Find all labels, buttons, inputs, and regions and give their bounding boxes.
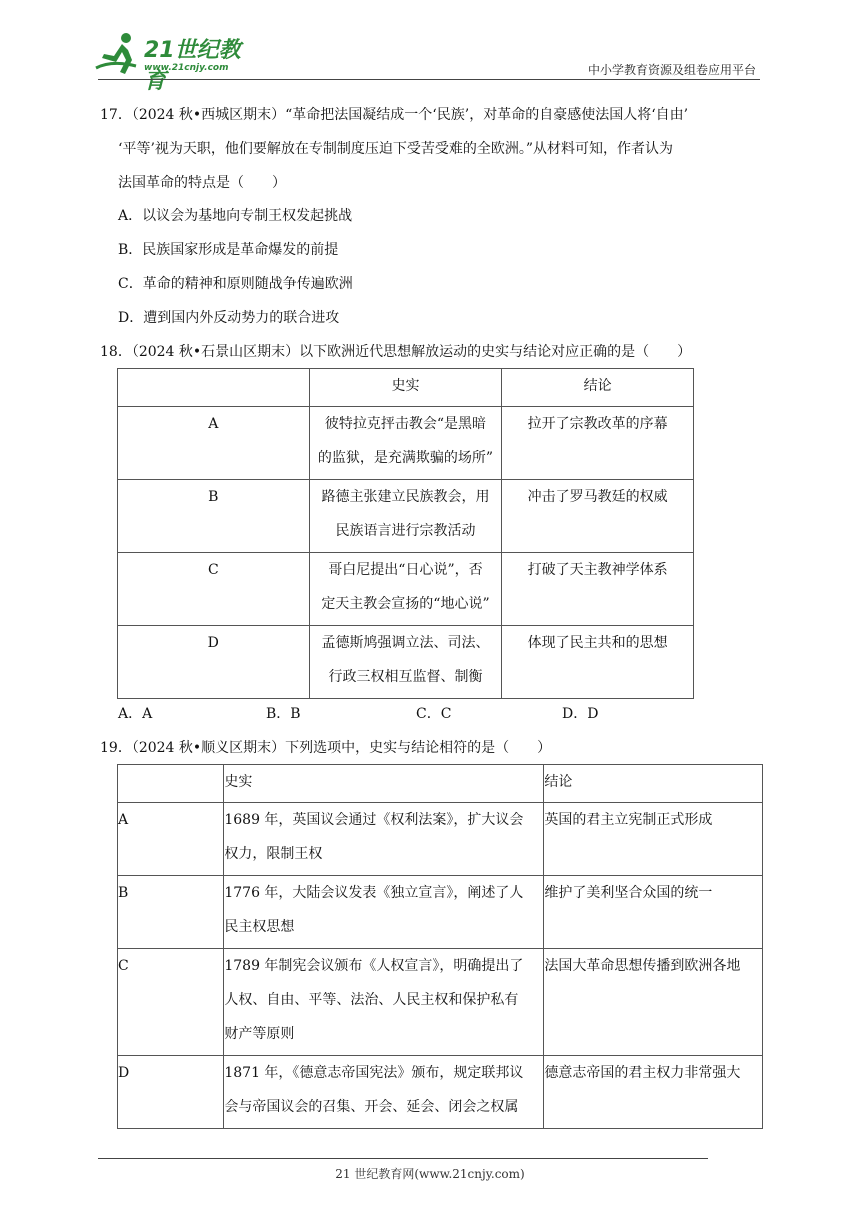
conclusion-cell: 英国的君主立宪制正式形成 bbox=[544, 803, 763, 876]
row-label: B bbox=[118, 480, 310, 553]
fact-line: 会与帝国议会的召集、开会、延会、闭会之权属 bbox=[224, 1099, 519, 1115]
table-row bbox=[118, 949, 763, 1056]
row-label: A bbox=[118, 803, 224, 876]
fact-cell bbox=[309, 553, 502, 626]
fact-cell bbox=[224, 876, 544, 949]
table-header-cell: 史实 bbox=[309, 369, 502, 407]
fact-line: 权力，限制王权 bbox=[224, 846, 323, 862]
table-header-cell bbox=[118, 369, 310, 407]
row-label: D bbox=[118, 1056, 224, 1129]
fact-line: 的监狱，是充满欺骗的场所” bbox=[317, 450, 494, 466]
q17-stem-line-1: 17．（2024 秋•西城区期末）“革命把法国凝结成一个‘民族’，对革命的自豪感使法国人将‘自由’ bbox=[100, 107, 689, 123]
logo-text: 21世纪教育 bbox=[144, 38, 241, 94]
table-header-row bbox=[118, 765, 763, 803]
site-tagline: 中小学教育资源及组卷应用平台 bbox=[587, 63, 756, 77]
q18-option-a[interactable]: A．A bbox=[118, 706, 153, 722]
table-row bbox=[118, 803, 763, 876]
fact-line: 孟德斯鸠强调立法、司法、 bbox=[321, 635, 490, 651]
table-header-cell: 结论 bbox=[502, 369, 694, 407]
row-label: B bbox=[118, 876, 224, 949]
conclusion-cell: 维护了美利坚合众国的统一 bbox=[544, 876, 763, 949]
page-header bbox=[0, 0, 860, 94]
fact-line: 民族语言进行宗教活动 bbox=[335, 523, 476, 539]
fact-line: 行政三权相互监督、制衡 bbox=[328, 669, 483, 685]
table-row bbox=[118, 626, 694, 699]
table-row bbox=[118, 407, 694, 480]
fact-line: 1776 年，大陆会议发表《独立宣言》，阐述了人 bbox=[224, 885, 524, 901]
footer-source: 21 世纪教育网(www.21cnjy.com) bbox=[335, 1167, 525, 1181]
fact-cell bbox=[224, 1056, 544, 1129]
q17-stem-line-3: 法国革命的特点是（ ） bbox=[118, 175, 286, 191]
site-logo bbox=[92, 30, 262, 94]
fact-cell bbox=[309, 480, 502, 553]
fact-cell bbox=[309, 407, 502, 480]
header-divider bbox=[98, 79, 760, 80]
table-header-cell bbox=[118, 765, 224, 803]
q18-option-d[interactable]: D．D bbox=[562, 706, 599, 722]
conclusion-cell: 体现了民主共和的思想 bbox=[502, 626, 694, 699]
q18-stem: 18．（2024 秋•石景山区期末）以下欧洲近代思想解放运动的史实与结论对应正确的是（ ） bbox=[100, 344, 692, 360]
q18-table bbox=[117, 368, 694, 699]
q19-stem: 19．（2024 秋•顺义区期末）下列选项中，史实与结论相符的是（ ） bbox=[100, 740, 552, 756]
table-header-cell: 史实 bbox=[224, 765, 544, 803]
conclusion-cell: 冲击了罗马教廷的权威 bbox=[502, 480, 694, 553]
table-row bbox=[118, 553, 694, 626]
row-label: C bbox=[118, 949, 224, 1056]
footer-divider bbox=[98, 1158, 708, 1159]
conclusion-cell: 拉开了宗教改革的序幕 bbox=[502, 407, 694, 480]
conclusion-cell: 打破了天主教神学体系 bbox=[502, 553, 694, 626]
table-row bbox=[118, 1056, 763, 1129]
table-header-cell: 结论 bbox=[544, 765, 763, 803]
fact-line: 财产等原则 bbox=[224, 1026, 295, 1042]
q17-option-c[interactable]: C．革命的精神和原则随战争传遍欧洲 bbox=[118, 276, 353, 292]
fact-cell bbox=[309, 626, 502, 699]
fact-cell bbox=[224, 949, 544, 1056]
fact-line: 人权、自由、平等、法治、人民主权和保护私有 bbox=[224, 992, 519, 1008]
fact-cell bbox=[224, 803, 544, 876]
row-label: C bbox=[118, 553, 310, 626]
q17-option-b[interactable]: B．民族国家形成是革命爆发的前提 bbox=[118, 242, 339, 258]
q17-stem-line-2: ‘平等’视为天职，他们要解放在专制制度压迫下受苦受难的全欧洲。”从材料可知，作者认为 bbox=[118, 141, 674, 157]
q18-option-c[interactable]: C．C bbox=[416, 706, 452, 722]
fact-line: 哥白尼提出“日心说”，否 bbox=[328, 562, 483, 578]
logo-url: www.21cnjy.com bbox=[144, 63, 229, 73]
row-label: D bbox=[118, 626, 310, 699]
fact-line: 1689 年，英国议会通过《权利法案》，扩大议会 bbox=[224, 812, 524, 828]
q17-option-a[interactable]: A．以议会为基地向专制王权发起挑战 bbox=[118, 208, 353, 224]
fact-line: 定天主教会宣扬的“地心说” bbox=[321, 596, 490, 612]
row-label: A bbox=[118, 407, 310, 480]
runner-logo-icon bbox=[92, 30, 144, 78]
fact-line: 民主权思想 bbox=[224, 919, 295, 935]
q17-option-d[interactable]: D．遭到国内外反动势力的联合进攻 bbox=[118, 310, 340, 326]
fact-line: 路德主张建立民族教会，用 bbox=[321, 489, 490, 505]
fact-line: 1871 年，《德意志帝国宪法》颁布，规定联邦议 bbox=[224, 1065, 524, 1081]
conclusion-cell: 德意志帝国的君主权力非常强大 bbox=[544, 1056, 763, 1129]
table-header-row bbox=[118, 369, 694, 407]
table-row bbox=[118, 480, 694, 553]
q19-table bbox=[117, 764, 763, 1129]
fact-line: 1789 年制宪会议颁布《人权宣言》，明确提出了 bbox=[224, 958, 524, 974]
table-row bbox=[118, 876, 763, 949]
q18-option-b[interactable]: B．B bbox=[266, 706, 301, 722]
fact-line: 彼特拉克抨击教会“是黑暗 bbox=[324, 416, 487, 432]
conclusion-cell: 法国大革命思想传播到欧洲各地 bbox=[544, 949, 763, 1056]
